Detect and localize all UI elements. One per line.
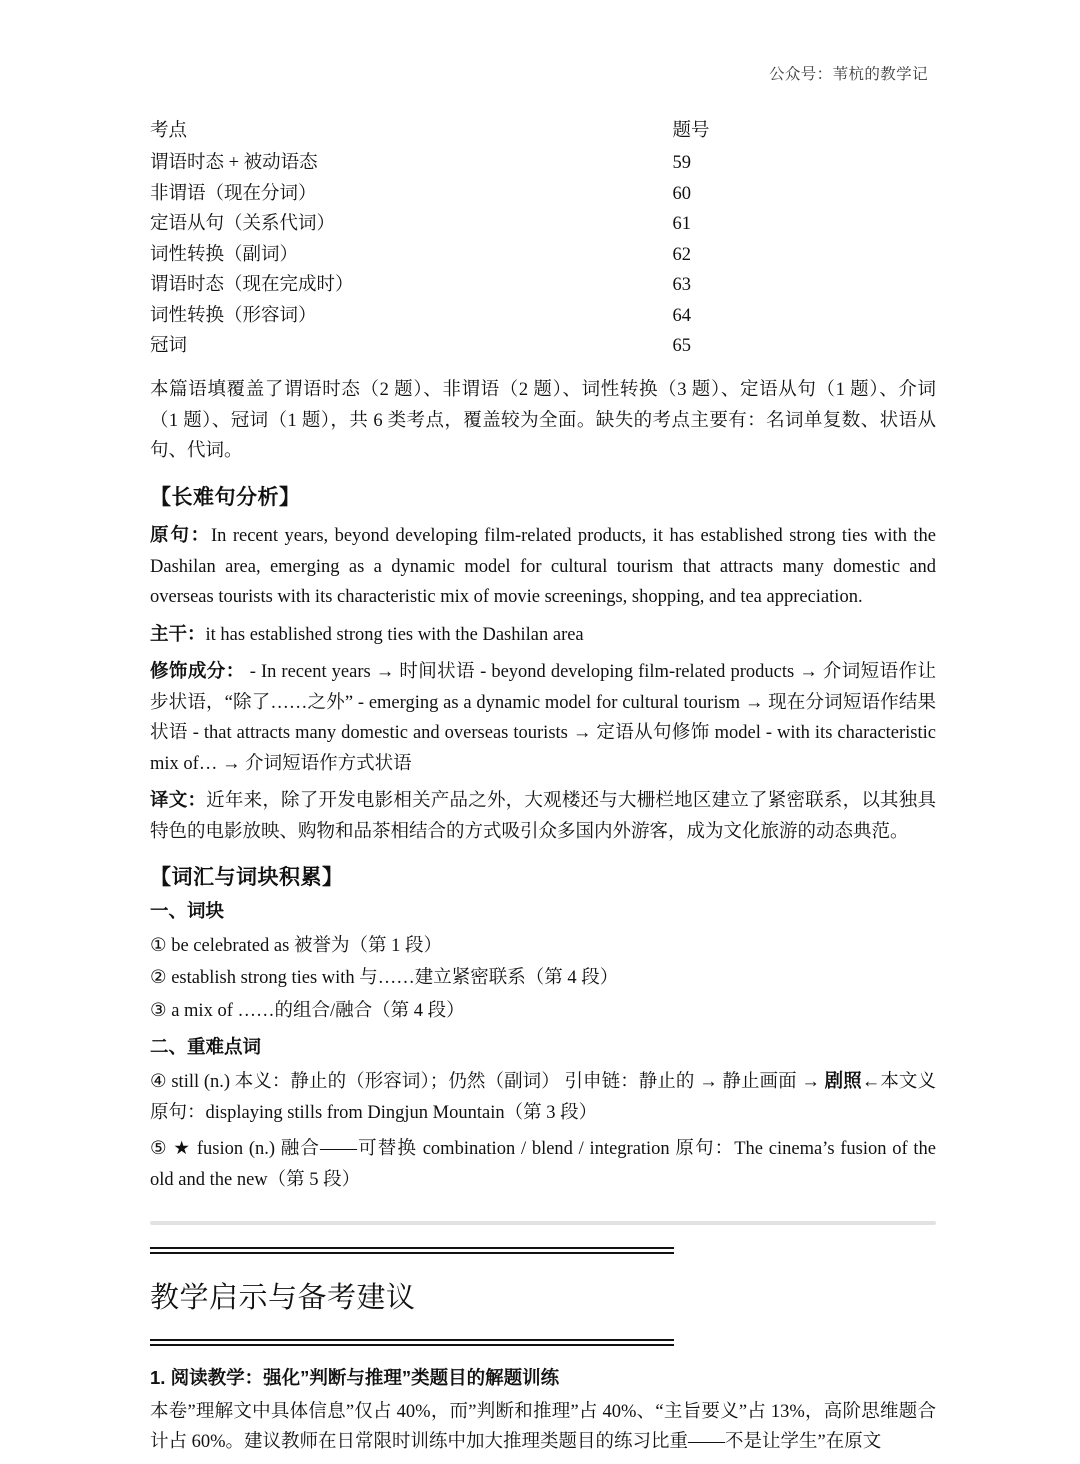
column-header-number: 题号 [672, 121, 710, 141]
subsection-heading-hard-words: 二、重难点词 [150, 1036, 262, 1058]
trunk-paragraph [150, 619, 936, 651]
cell-point: 定语从句（关系代词） [150, 214, 336, 235]
double-rule-bottom [150, 1339, 674, 1346]
subsection-heading-chunks: 一、词块 [150, 900, 225, 922]
double-rule-top [150, 1247, 674, 1254]
modifier-text: - In recent years → 时间状语 - beyond developing film-related products → 介词短语作让步状语，“除了……之外” - emerging as a dynamic model for cultural tourism → 现在分词短语作结果状语 - that attracts many domestic and overseas tourists → 定语从句修饰 model - with its characteristic mix of… → 介词短语作方式状语 [150, 662, 936, 774]
cell-point: 词性转换（形容词） [150, 305, 317, 326]
table-row [150, 246, 936, 276]
trunk-label: 主干： [150, 622, 206, 644]
section-heading-long-sentence: 【长难句分析】 [150, 485, 301, 509]
translation-text: 近年来，除了开发电影相关产品之外，大观楼还与大栅栏地区建立了紧密联系，以其独具特色的电影放映、购物和品茶相结合的方式吸引众多国内外游客，成为文化旅游的动态典范。 [150, 791, 936, 842]
hard-word-suffix: 本文义 原句：displaying stills from Dingjun Mountain（第 3 段） [150, 1072, 936, 1123]
hard-word-prefix: ⑤ ★ fusion (n.) 融合——可替换 combination / blend / integration 原句：The cinema’s fusion of the old and the new（第 5 段） [150, 1139, 936, 1190]
table-row [150, 337, 936, 367]
cell-point: 冠词 [150, 335, 188, 356]
document-body [150, 122, 936, 1464]
summary-paragraph: 本篇语填覆盖了谓语时态（2 题）、非谓语（2 题）、词性转换（3 题）、定语从句（1 题）、介词（1 题）、冠词（1 题），共 6 类考点，覆盖较为全面。缺失的考点主要有：名词单复数、状语从句、代词。 [150, 380, 936, 462]
publisher-account-label: 公众号：苇杭的教学记 [768, 66, 928, 83]
cell-number: 63 [672, 275, 692, 296]
cell-number: 62 [672, 244, 692, 265]
chunk-item: ③ a mix of ……的组合/融合（第 4 段） [150, 1000, 465, 1021]
original-sentence-label: 原句： [150, 524, 211, 546]
hard-word-emphasis: 剧照← [824, 1070, 881, 1092]
cell-point: 词性转换（副词） [150, 244, 299, 265]
section-heading-vocabulary: 【词汇与词块积累】 [150, 866, 344, 890]
key-point-table [150, 122, 936, 367]
teaching-body-paragraph: 本卷”理解文中具体信息”仅占 40%，而”判断和推理”占 40%、“主旨要义”占 13%，高阶思维题合计占 60%。建议教师在日常限时训练中加大推理类题目的练习比重——不是让学生”在原文 [150, 1401, 936, 1453]
numbered-heading-reading-teaching: 1. 阅读教学：强化”判断与推理”类题目的解题训练 [150, 1366, 560, 1388]
translation-paragraph [150, 785, 936, 847]
cell-point: 非谓语（现在分词） [150, 183, 317, 204]
cell-number: 65 [672, 335, 692, 356]
table-row [150, 154, 936, 184]
table-row [150, 307, 936, 337]
translation-label: 译文： [150, 789, 207, 811]
cell-point: 谓语时态（现在完成时） [150, 275, 354, 296]
table-row [150, 215, 936, 245]
light-divider [150, 1221, 936, 1225]
hard-word-item [150, 1134, 936, 1195]
modifier-label: 修饰成分： [150, 660, 245, 682]
trunk-text: it has established strong ties with the Dashilan area [205, 624, 584, 645]
table-row [150, 185, 936, 215]
chunk-item: ② establish strong ties with 与……建立紧密联系（第 4 段） [150, 968, 619, 989]
chapter-title: 教学启示与备考建议 [150, 1282, 416, 1315]
hard-word-item [150, 1066, 936, 1128]
cell-number: 59 [672, 153, 692, 174]
original-sentence-text: In recent years, beyond developing film-related products, it has established strong ties with the Dashilan area, emerging as a dynamic model for cultural tourism that attracts many domestic and overseas tourists with its characteristic mix of movie screenings, shopping, and tea appreciation. [150, 526, 936, 608]
table-header-row [150, 122, 936, 154]
modifier-paragraph [150, 656, 936, 779]
cell-number: 60 [672, 183, 692, 204]
cell-number: 61 [672, 214, 692, 235]
cell-point: 谓语时态 + 被动语态 [150, 153, 318, 174]
chunk-item: ① be celebrated as 被誉为（第 1 段） [150, 935, 442, 956]
cell-number: 64 [672, 305, 692, 326]
table-row [150, 276, 936, 306]
column-header-point: 考点 [150, 121, 188, 141]
hard-word-prefix: ④ still (n.) 本义：静止的（形容词）；仍然（副词） 引申链：静止的 → 静止画面 → [150, 1072, 825, 1093]
original-sentence-paragraph [150, 520, 936, 613]
